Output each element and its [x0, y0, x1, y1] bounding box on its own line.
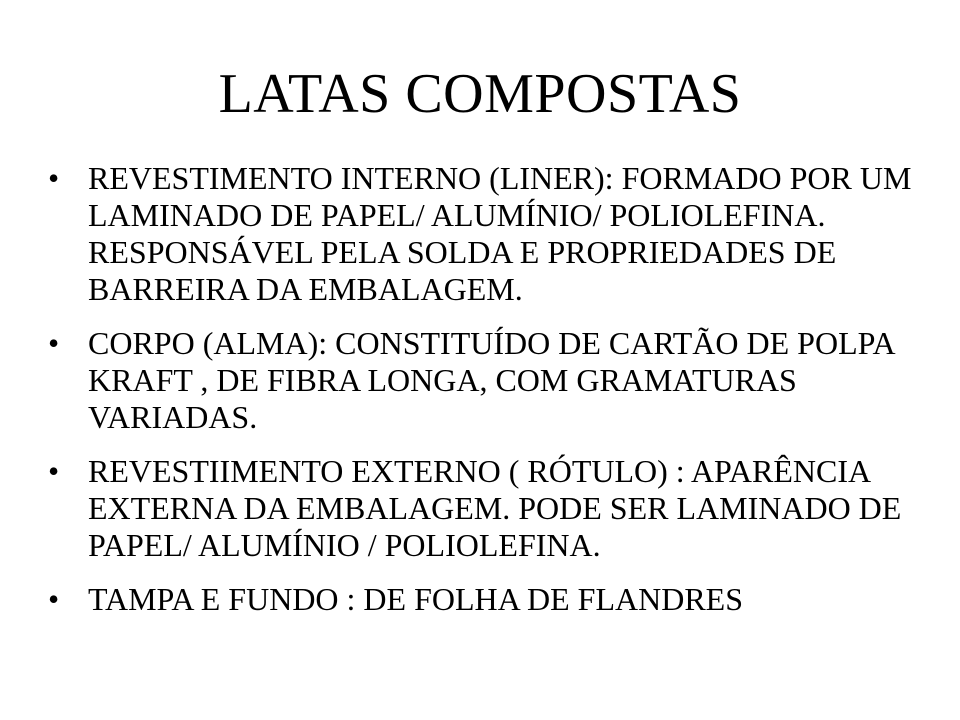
bullet-text: REVESTIMENTO INTERNO (LINER): FORMADO POR UM LAMINADO DE PAPEL/ ALUMÍNIO/ POLIOLEFINA. RESPONSÁVEL PELA SOLDA E PROPRIEDADES DE BARREIRA DA EMBALAGEM. — [88, 160, 912, 307]
bullet-dot-icon: • — [48, 325, 60, 361]
bullet-dot-icon: • — [48, 453, 60, 489]
bullet-text: TAMPA E FUNDO : DE FOLHA DE FLANDRES — [88, 581, 743, 617]
bullet-dot-icon: • — [48, 160, 60, 196]
bullet-item-tampa — [48, 581, 928, 618]
bullet-item-rotulo — [48, 453, 928, 564]
bullet-text: REVESTIIMENTO EXTERNO ( RÓTULO) : APARÊNCIA EXTERNA DA EMBALAGEM. PODE SER LAMINADO DE PAPEL/ ALUMÍNIO / POLIOLEFINA. — [88, 453, 902, 563]
slide-title: LATAS COMPOSTAS — [218, 63, 742, 125]
bullet-list — [48, 160, 928, 635]
bullet-item-liner — [48, 160, 928, 308]
bullet-text: CORPO (ALMA): CONSTITUÍDO DE CARTÃO DE POLPA KRAFT , DE FIBRA LONGA, COM GRAMATURAS VARIADAS. — [88, 325, 894, 435]
bullet-dot-icon: • — [48, 581, 60, 617]
bullet-item-corpo — [48, 325, 928, 436]
